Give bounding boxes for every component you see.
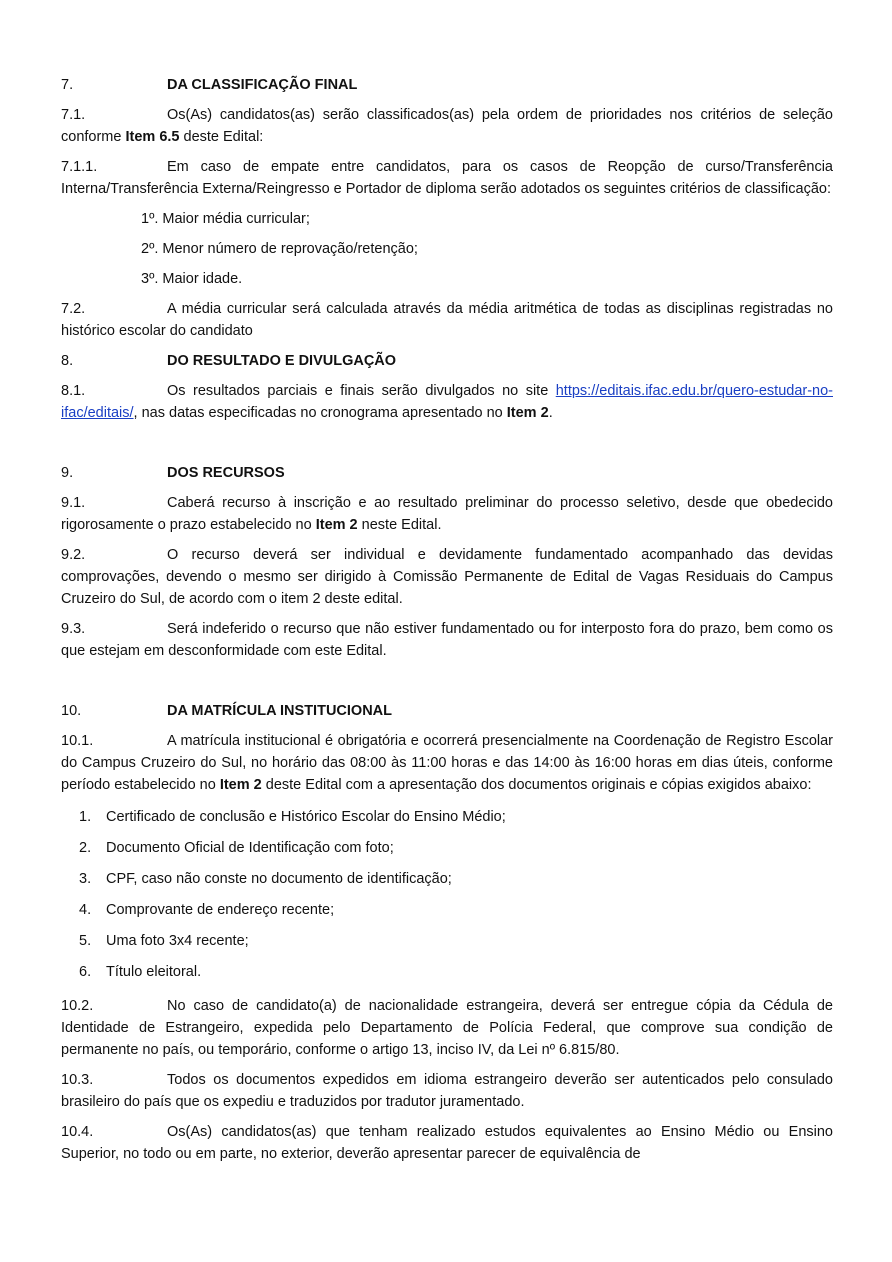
bold-reference: Item 2 <box>315 517 358 533</box>
paragraph-number: 7.1.1. <box>61 159 98 175</box>
list-number: 2. <box>79 840 92 856</box>
paragraph-number: 10.2. <box>61 998 94 1014</box>
section-heading-7 <box>61 74 833 96</box>
section-number: 9. <box>61 465 74 481</box>
paragraph-9-3 <box>61 618 833 662</box>
paragraph-10-4 <box>61 1121 833 1165</box>
section-title: DO RESULTADO E DIVULGAÇÃO <box>167 353 397 369</box>
list-number: 4. <box>79 902 92 918</box>
list-item <box>79 961 833 983</box>
list-item <box>79 868 833 890</box>
list-text: CPF, caso não conste no documento de identificação; <box>106 871 452 887</box>
criterion-item: 1º. Maior média curricular; <box>141 211 310 227</box>
required-documents-list <box>61 806 833 983</box>
section-number: 8. <box>61 353 74 369</box>
list-text: Documento Oficial de Identificação com foto; <box>106 840 394 856</box>
list-text: Certificado de conclusão e Histórico Escolar do Ensino Médio; <box>106 809 506 825</box>
paragraph-number: 9.1. <box>61 495 86 511</box>
section-title: DOS RECURSOS <box>167 465 285 481</box>
paragraph-number: 10.3. <box>61 1072 94 1088</box>
paragraph-10-2 <box>61 995 833 1061</box>
section-number: 10. <box>61 703 82 719</box>
criterion-item: 3º. Maior idade. <box>141 271 243 287</box>
bold-reference: Item 2 <box>506 405 549 421</box>
section-heading-10 <box>61 700 833 722</box>
paragraph-text: A matrícula institucional é obrigatória e ocorrerá presencialmente na Coordenação de Registro Escolar do Campus Cruzeiro do Sul, no horário das 08:00 às 11:00 horas e das 14:00 às 16:00 horas em dias úteis, conforme período estabelecido no <box>61 733 833 793</box>
section-title: DA CLASSIFICAÇÃO FINAL <box>167 77 358 93</box>
paragraph-7-1 <box>61 104 833 148</box>
list-item <box>79 930 833 952</box>
paragraph-number: 7.2. <box>61 301 86 317</box>
bold-reference: Item 6.5 <box>125 129 180 145</box>
paragraph-text: Caberá recurso à inscrição e ao resultado preliminar do processo seletivo, desde que obedecido rigorosamente o prazo estabelecido no <box>61 495 833 533</box>
section-heading-9 <box>61 462 833 484</box>
paragraph-number: 9.2. <box>61 547 86 563</box>
list-item <box>79 899 833 921</box>
paragraph-10-3 <box>61 1069 833 1113</box>
list-number: 3. <box>79 871 92 887</box>
list-text: Uma foto 3x4 recente; <box>106 933 249 949</box>
paragraph-7-1-1 <box>61 156 833 200</box>
paragraph-text: deste Edital: <box>179 129 264 145</box>
paragraph-text: Os(As) candidatos(as) serão classificados(as) pela ordem de prioridades nos critérios de seleção conforme <box>61 107 833 145</box>
paragraph-text: O recurso deverá ser individual e devidamente fundamentado acompanhado das devidas comprovações, devendo o mesmo ser dirigido à Comissão Permanente de Edital de Vagas Residuais do Campus Cruzeiro do Sul, de acordo com o item 2 deste edital. <box>61 547 833 607</box>
list-item <box>79 806 833 828</box>
document-page <box>61 74 833 1173</box>
list-item <box>79 837 833 859</box>
paragraph-text: Será indeferido o recurso que não estiver fundamentado ou for interposto fora do prazo, bem como os que estejam em desconformidade com este Edital. <box>61 621 833 659</box>
paragraph-text: No caso de candidato(a) de nacionalidade estrangeira, deverá ser entregue cópia da Cédula de Identidade de Estrangeiro, expedida pelo Departamento de Polícia Federal, que comprove sua condição de permanente no país, ou temporário, conforme o artigo 13, inciso IV, da Lei nº 6.815/80. <box>61 998 833 1058</box>
section-heading-8 <box>61 350 833 372</box>
paragraph-text: Em caso de empate entre candidatos, para os casos de Reopção de curso/Transferência Interna/Transferência Externa/Reingresso e Portador de diploma serão adotados os seguintes critérios de classificação: <box>61 159 833 197</box>
paragraph-number: 10.1. <box>61 733 94 749</box>
list-number: 6. <box>79 964 92 980</box>
paragraph-9-1 <box>61 492 833 536</box>
list-text: Título eleitoral. <box>106 964 202 980</box>
paragraph-9-2 <box>61 544 833 610</box>
list-text: Comprovante de endereço recente; <box>106 902 335 918</box>
editais-link[interactable]: https://editais.ifac.edu.br/quero-estudar-no-ifac/editais/ <box>61 383 833 421</box>
paragraph-number: 9.3. <box>61 621 86 637</box>
bold-reference: Item 2 <box>219 777 262 793</box>
paragraph-text: Todos os documentos expedidos em idioma estrangeiro deverão ser autenticados pelo consulado brasileiro do país que os expediu e traduzidos por tradutor juramentado. <box>61 1072 833 1110</box>
paragraph-text: , nas datas especificadas no cronograma apresentado no <box>133 405 507 421</box>
paragraph-number: 8.1. <box>61 383 86 399</box>
section-number: 7. <box>61 77 74 93</box>
paragraph-text: Os resultados parciais e finais serão divulgados no site <box>167 383 556 399</box>
paragraph-text: Os(As) candidatos(as) que tenham realizado estudos equivalentes ao Ensino Médio ou Ensino Superior, no todo ou em parte, no exterior, deverão apresentar parecer de equivalência de <box>61 1124 833 1162</box>
list-number: 1. <box>79 809 92 825</box>
list-number: 5. <box>79 933 92 949</box>
paragraph-text: A média curricular será calculada através da média aritmética de todas as disciplinas registradas no histórico escolar do candidato <box>61 301 833 339</box>
paragraph-7-2 <box>61 298 833 342</box>
paragraph-text: deste Edital com a apresentação dos documentos originais e cópias exigidos abaixo: <box>261 777 812 793</box>
paragraph-text: neste Edital. <box>357 517 442 533</box>
paragraph-8-1 <box>61 380 833 424</box>
paragraph-number: 7.1. <box>61 107 86 123</box>
paragraph-number: 10.4. <box>61 1124 94 1140</box>
criterion-item: 2º. Menor número de reprovação/retenção; <box>141 241 418 257</box>
paragraph-text: . <box>548 405 553 421</box>
paragraph-10-1 <box>61 730 833 796</box>
section-title: DA MATRÍCULA INSTITUCIONAL <box>167 703 392 719</box>
